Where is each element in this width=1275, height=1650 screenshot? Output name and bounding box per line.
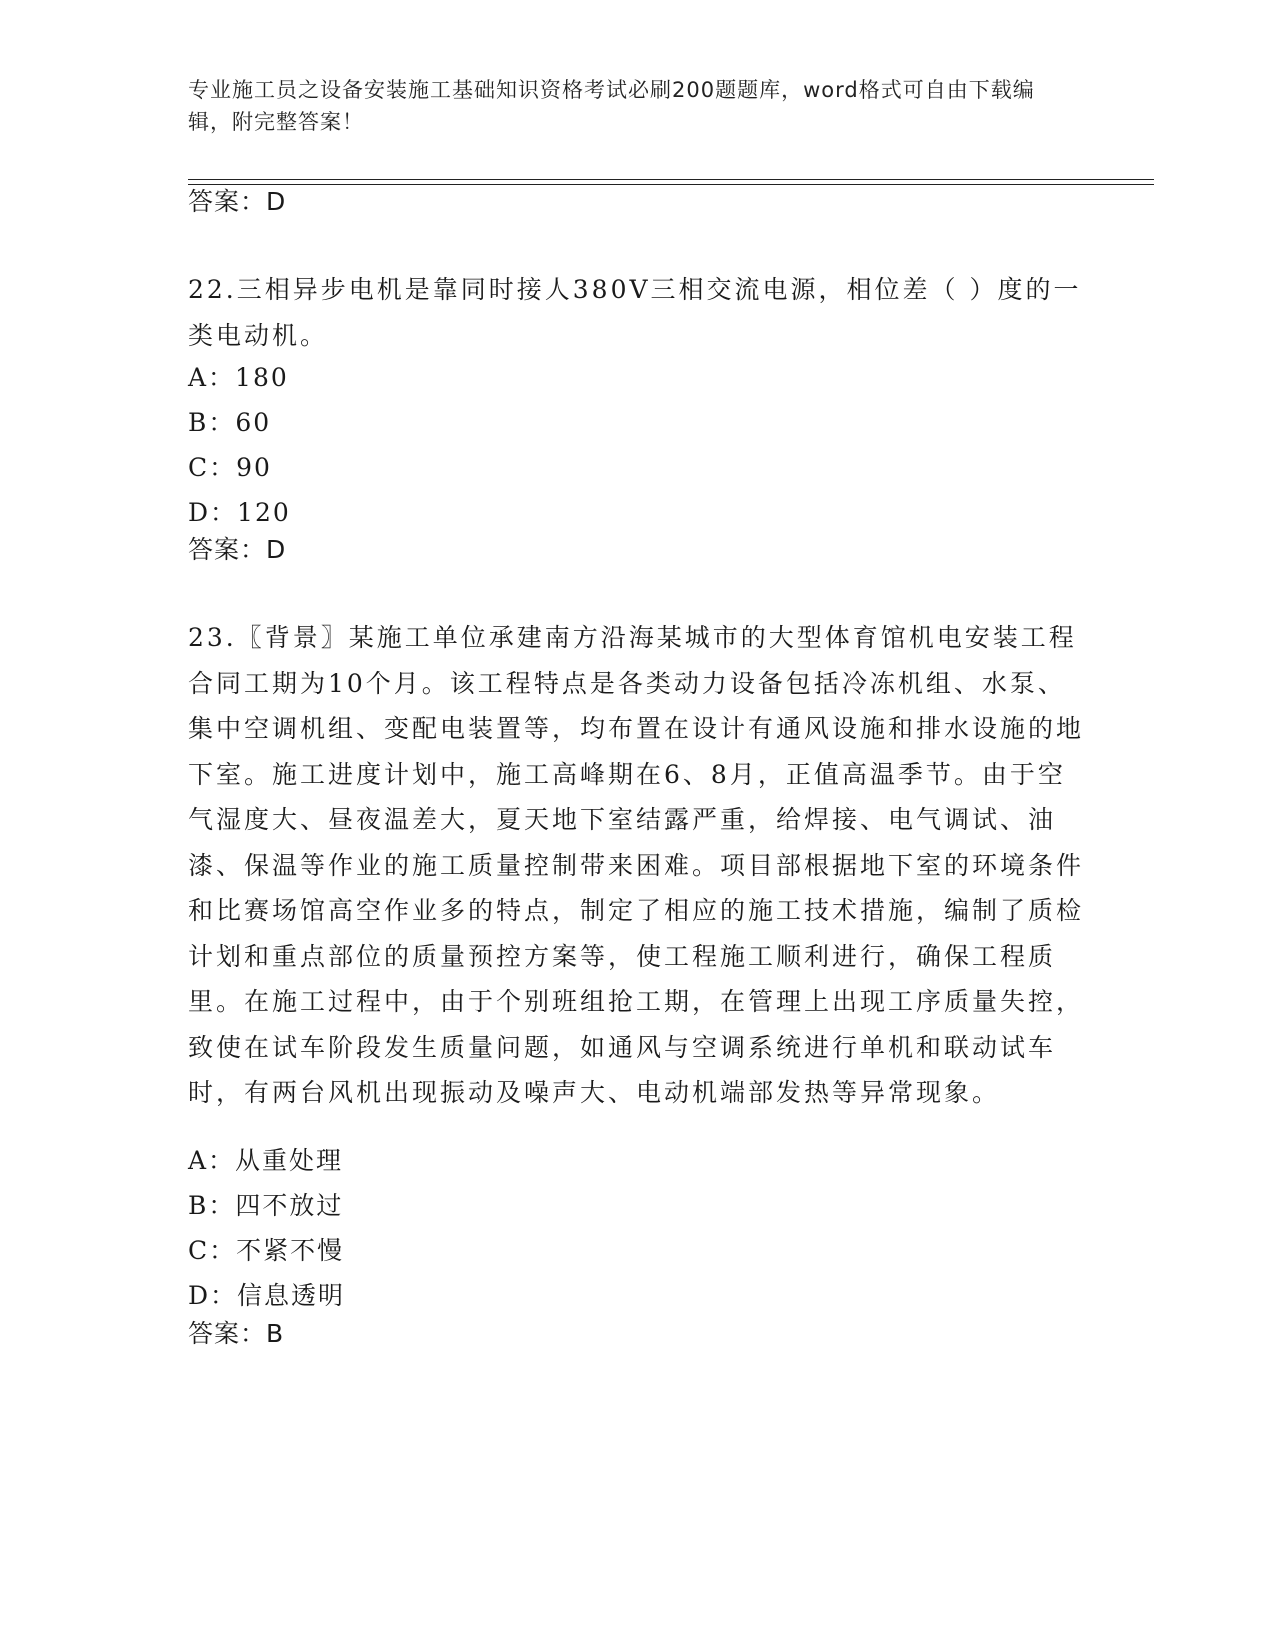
option-a: A：180 — [188, 363, 289, 392]
option-b: B：60 — [188, 408, 272, 437]
question-23-options — [188, 1138, 1088, 1318]
option-b: B：四不放过 — [188, 1191, 344, 1220]
option-c: C：不紧不慢 — [188, 1236, 345, 1265]
header-title: 专业施工员之设备安装施工基础知识资格考试必刷200题题库，word格式可自由下载编辑，附完整答案！ — [188, 78, 1035, 134]
question-text: 23.〖背景〗某施工单位承建南方沿海某城市的大型体育馆机电安装工程合同工期为10个月。该工程特点是各类动力设备包括冷冻机组、水泵、集中空调机组、变配电装置等，均布置在设计有通风设施和排水设施的地下室。施工进度计划中，施工高峰期在6、8月，正值高温季节。由于空气湿度大、昼夜温差大，夏天地下室结露严重，给焊接、电气调试、油漆、保温等作业的施工质量控制带来困难。项目部根据地下室的环境条件和比赛场馆高空作业多的特点，制定了相应的施工技术措施，编制了质检计划和重点部位的质量预控方案等，使工程施工顺利进行，确保工程质里。在施工过程中，由于个别班组抢工期，在管理上出现工序质量失控，致使在试车阶段发生质量问题，如通风与空调系统进行单机和联动试车时，有两台风机出现振动及噪声大、电动机端部发热等异常现象。 — [188, 623, 1085, 1107]
option-a: A：从重处理 — [188, 1146, 344, 1175]
previous-answer: 答案：D — [188, 187, 287, 216]
option-c: C：90 — [188, 453, 272, 482]
option-d: D：信息透明 — [188, 1281, 346, 1310]
option-d: D：120 — [188, 498, 291, 527]
page-header — [188, 74, 1068, 138]
question-22-answer: 答案：D — [188, 535, 287, 564]
question-22-options — [188, 355, 1088, 535]
question-23-answer: 答案：B — [188, 1319, 285, 1348]
question-text: 22.三相异步电机是靠同时接人380V三相交流电源，相位差（ ）度的一类电动机。 — [188, 275, 1082, 350]
question-23 — [188, 615, 1088, 1116]
question-22 — [188, 267, 1088, 358]
header-divider-top — [188, 179, 1154, 180]
